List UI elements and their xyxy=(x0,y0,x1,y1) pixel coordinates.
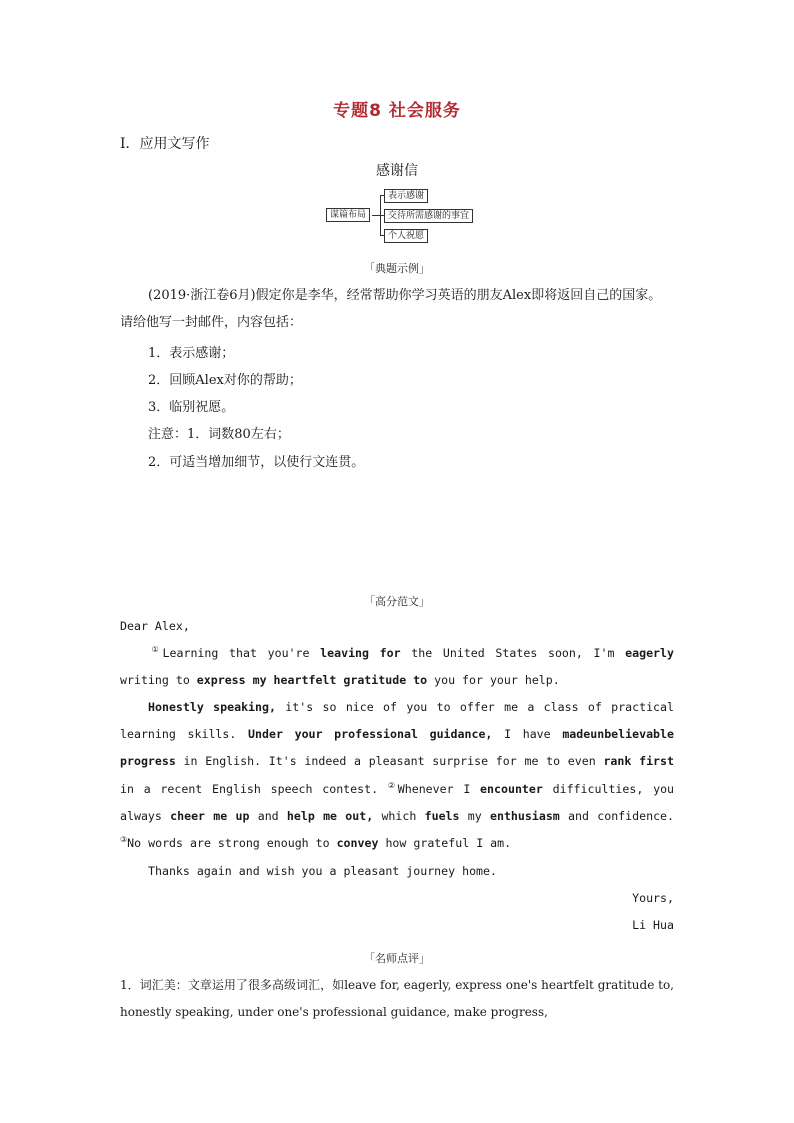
letter-paragraph-3: Thanks again and wish you a pleasant journey home. xyxy=(148,864,498,878)
prompt-note-1: 注意：1．词数80左右； xyxy=(148,427,290,442)
prompt-item-1: 1．表示感谢； xyxy=(148,346,235,361)
label-comment: 「名师点评」 xyxy=(364,952,430,965)
footnote-marker: ③ xyxy=(120,835,128,845)
diagram-branch-1: 表示感谢 xyxy=(384,189,428,203)
label-model-essay: 「高分范文」 xyxy=(364,595,430,608)
label-example: 「典题示例」 xyxy=(364,262,430,275)
footnote-marker: ② xyxy=(387,780,398,790)
letter-signature: Li Hua xyxy=(632,918,674,932)
page-title: 专题8 社会服务 xyxy=(333,101,461,121)
prompt-item-2: 2．回顾Alex对你的帮助； xyxy=(148,373,302,388)
structure-diagram xyxy=(326,186,476,244)
letter-paragraph-1: ①Learning that you're leaving for the United States soon, I'm eagerly writing to express my heartfelt gratitude to you for your help. xyxy=(120,645,674,688)
topic-subtitle: 感谢信 xyxy=(376,163,418,179)
comment-paragraph: 1．词汇美：文章运用了很多高级词汇，如leave for, eagerly, express one's heartfelt gratitude to, honestly speaking, under one's professional guidance, make progress, xyxy=(120,978,674,1020)
letter-paragraph-2: Honestly speaking, it's so nice of you to offer me a class of practical learning skills. Under your professional guidance, I have madeunbelievable progress in English. It's indeed a pleasant surprise for me to even rank first in a recent English speech contest. ②Whenever I encounter difficulties, you always cheer me up and help me out, which fuels my enthusiasm and confidence. ③No words are strong enough to convey how grateful I am. xyxy=(120,700,675,851)
diagram-root: 谋篇布局 xyxy=(326,208,370,222)
diagram-connector xyxy=(372,215,380,216)
prompt-item-3: 3．临别祝愿。 xyxy=(148,400,235,415)
letter-greeting: Dear Alex, xyxy=(120,619,190,633)
prompt-intro: (2019·浙江卷6月)假定你是李华，经常帮助你学习英语的朋友Alex即将返回自己的国家。请给他写一封邮件，内容包括： xyxy=(120,288,662,330)
letter-closing: Yours, xyxy=(632,891,674,905)
section-heading: Ⅰ．应用文写作 xyxy=(120,136,210,152)
diagram-branch-3: 个人祝愿 xyxy=(384,229,428,243)
footnote-marker: ① xyxy=(148,645,163,654)
prompt-note-2: 2．可适当增加细节，以使行文连贯。 xyxy=(148,455,365,470)
diagram-branch-2: 交待所需感谢的事宜 xyxy=(384,209,473,223)
